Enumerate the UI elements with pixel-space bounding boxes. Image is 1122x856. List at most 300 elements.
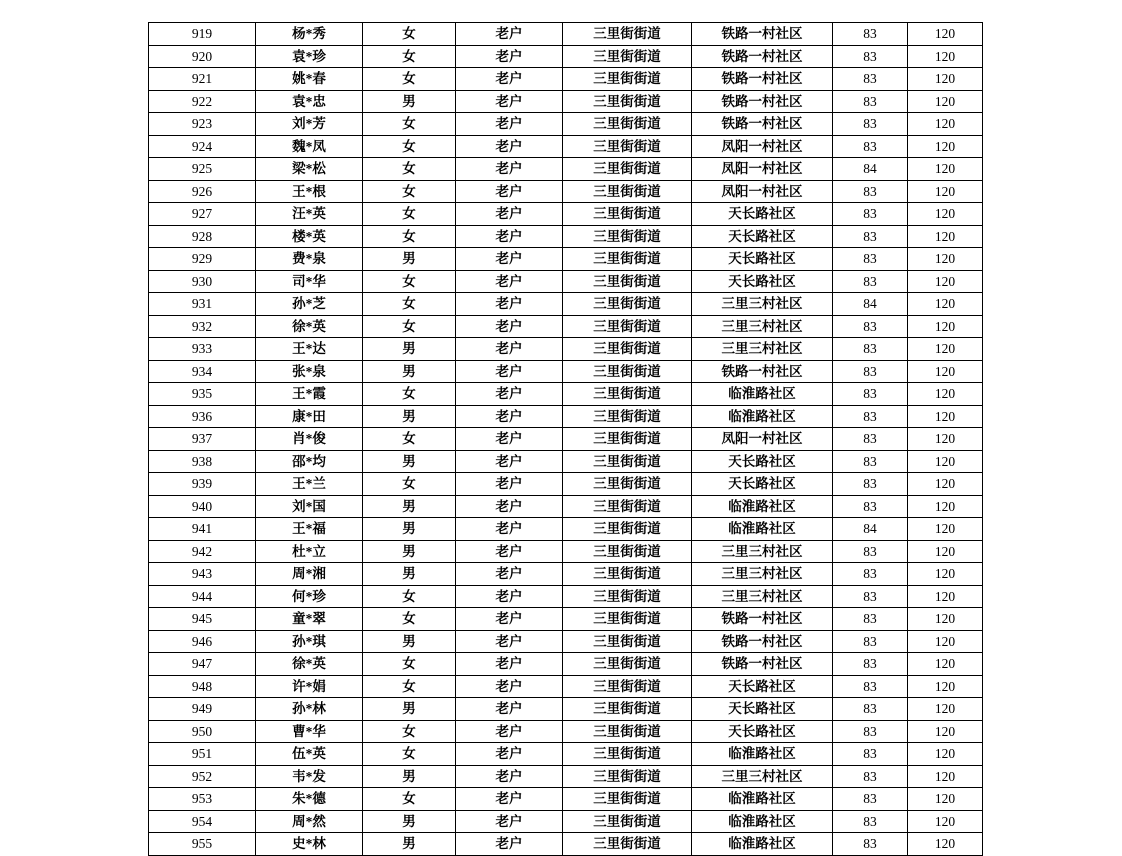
cell-gender: 女: [363, 293, 456, 316]
cell-household-type: 老户: [456, 68, 563, 91]
subsidy-recipient-table: [148, 22, 983, 856]
cell-household-type: 老户: [456, 698, 563, 721]
cell-id: 945: [149, 608, 256, 631]
cell-household-type: 老户: [456, 743, 563, 766]
cell-street: 三里街街道: [563, 653, 692, 676]
cell-gender: 男: [363, 540, 456, 563]
cell-id: 954: [149, 810, 256, 833]
cell-gender: 男: [363, 450, 456, 473]
table-row: [149, 45, 983, 68]
cell-age: 83: [833, 405, 908, 428]
cell-id: 924: [149, 135, 256, 158]
cell-age: 83: [833, 135, 908, 158]
cell-amount: 120: [908, 540, 983, 563]
cell-id: 926: [149, 180, 256, 203]
cell-gender: 男: [363, 630, 456, 653]
cell-id: 921: [149, 68, 256, 91]
cell-community: 临淮路社区: [692, 788, 833, 811]
cell-id: 920: [149, 45, 256, 68]
table-row: [149, 135, 983, 158]
cell-age: 83: [833, 585, 908, 608]
cell-household-type: 老户: [456, 293, 563, 316]
table-row: [149, 788, 983, 811]
cell-household-type: 老户: [456, 158, 563, 181]
cell-id: 925: [149, 158, 256, 181]
cell-community: 凤阳一村社区: [692, 158, 833, 181]
cell-household-type: 老户: [456, 720, 563, 743]
cell-street: 三里街街道: [563, 338, 692, 361]
cell-id: 953: [149, 788, 256, 811]
cell-street: 三里街街道: [563, 135, 692, 158]
cell-name: 张*泉: [256, 360, 363, 383]
cell-community: 三里三村社区: [692, 315, 833, 338]
cell-amount: 120: [908, 428, 983, 451]
cell-gender: 女: [363, 383, 456, 406]
cell-name: 曹*华: [256, 720, 363, 743]
cell-name: 徐*英: [256, 315, 363, 338]
cell-amount: 120: [908, 270, 983, 293]
cell-street: 三里街街道: [563, 293, 692, 316]
table-row: [149, 675, 983, 698]
cell-name: 杨*秀: [256, 23, 363, 46]
cell-age: 84: [833, 158, 908, 181]
cell-age: 83: [833, 23, 908, 46]
cell-household-type: 老户: [456, 810, 563, 833]
cell-name: 史*林: [256, 833, 363, 856]
cell-household-type: 老户: [456, 608, 563, 631]
cell-id: 927: [149, 203, 256, 226]
cell-id: 928: [149, 225, 256, 248]
cell-community: 临淮路社区: [692, 405, 833, 428]
cell-community: 铁路一村社区: [692, 68, 833, 91]
cell-amount: 120: [908, 248, 983, 271]
table-row: [149, 698, 983, 721]
cell-amount: 120: [908, 788, 983, 811]
cell-amount: 120: [908, 135, 983, 158]
cell-community: 临淮路社区: [692, 495, 833, 518]
cell-name: 王*兰: [256, 473, 363, 496]
cell-gender: 男: [363, 810, 456, 833]
cell-household-type: 老户: [456, 45, 563, 68]
cell-amount: 120: [908, 293, 983, 316]
cell-name: 何*珍: [256, 585, 363, 608]
cell-age: 83: [833, 225, 908, 248]
cell-community: 三里三村社区: [692, 563, 833, 586]
cell-id: 941: [149, 518, 256, 541]
cell-gender: 男: [363, 495, 456, 518]
table-row: [149, 90, 983, 113]
cell-community: 天长路社区: [692, 203, 833, 226]
cell-id: 919: [149, 23, 256, 46]
cell-name: 孙*琪: [256, 630, 363, 653]
table-row: [149, 720, 983, 743]
cell-age: 83: [833, 383, 908, 406]
table-row: [149, 68, 983, 91]
cell-household-type: 老户: [456, 360, 563, 383]
cell-amount: 120: [908, 383, 983, 406]
table-row: [149, 23, 983, 46]
cell-id: 951: [149, 743, 256, 766]
cell-age: 83: [833, 743, 908, 766]
cell-gender: 女: [363, 428, 456, 451]
cell-amount: 120: [908, 495, 983, 518]
cell-street: 三里街街道: [563, 450, 692, 473]
cell-community: 天长路社区: [692, 720, 833, 743]
cell-gender: 女: [363, 225, 456, 248]
cell-household-type: 老户: [456, 180, 563, 203]
cell-name: 王*福: [256, 518, 363, 541]
cell-household-type: 老户: [456, 405, 563, 428]
cell-gender: 女: [363, 270, 456, 293]
cell-household-type: 老户: [456, 675, 563, 698]
cell-community: 天长路社区: [692, 248, 833, 271]
cell-household-type: 老户: [456, 428, 563, 451]
cell-street: 三里街街道: [563, 225, 692, 248]
table-row: [149, 315, 983, 338]
cell-id: 934: [149, 360, 256, 383]
cell-name: 朱*德: [256, 788, 363, 811]
cell-street: 三里街街道: [563, 833, 692, 856]
cell-street: 三里街街道: [563, 765, 692, 788]
cell-gender: 女: [363, 203, 456, 226]
cell-name: 杜*立: [256, 540, 363, 563]
cell-household-type: 老户: [456, 135, 563, 158]
cell-household-type: 老户: [456, 450, 563, 473]
table-row: [149, 563, 983, 586]
cell-name: 刘*芳: [256, 113, 363, 136]
cell-street: 三里街街道: [563, 585, 692, 608]
cell-id: 944: [149, 585, 256, 608]
cell-gender: 女: [363, 68, 456, 91]
cell-community: 三里三村社区: [692, 765, 833, 788]
cell-community: 铁路一村社区: [692, 90, 833, 113]
cell-household-type: 老户: [456, 203, 563, 226]
cell-gender: 女: [363, 135, 456, 158]
cell-gender: 女: [363, 653, 456, 676]
cell-id: 943: [149, 563, 256, 586]
cell-community: 三里三村社区: [692, 585, 833, 608]
cell-amount: 120: [908, 450, 983, 473]
table-row: [149, 608, 983, 631]
cell-age: 83: [833, 428, 908, 451]
cell-name: 许*娟: [256, 675, 363, 698]
cell-community: 临淮路社区: [692, 833, 833, 856]
cell-age: 83: [833, 113, 908, 136]
cell-id: 937: [149, 428, 256, 451]
table-row: [149, 180, 983, 203]
cell-gender: 男: [363, 765, 456, 788]
cell-age: 83: [833, 630, 908, 653]
table-row: [149, 585, 983, 608]
cell-community: 三里三村社区: [692, 293, 833, 316]
cell-name: 司*华: [256, 270, 363, 293]
cell-household-type: 老户: [456, 585, 563, 608]
cell-amount: 120: [908, 315, 983, 338]
cell-age: 83: [833, 563, 908, 586]
cell-age: 83: [833, 765, 908, 788]
cell-amount: 120: [908, 720, 983, 743]
cell-household-type: 老户: [456, 540, 563, 563]
cell-street: 三里街街道: [563, 23, 692, 46]
cell-community: 铁路一村社区: [692, 608, 833, 631]
cell-gender: 男: [363, 563, 456, 586]
cell-amount: 120: [908, 563, 983, 586]
cell-household-type: 老户: [456, 225, 563, 248]
cell-name: 汪*英: [256, 203, 363, 226]
cell-age: 83: [833, 90, 908, 113]
table-row: [149, 495, 983, 518]
cell-age: 83: [833, 473, 908, 496]
cell-amount: 120: [908, 653, 983, 676]
cell-gender: 女: [363, 788, 456, 811]
table-row: [149, 405, 983, 428]
cell-street: 三里街街道: [563, 315, 692, 338]
table-row: [149, 765, 983, 788]
cell-name: 孙*林: [256, 698, 363, 721]
cell-street: 三里街街道: [563, 383, 692, 406]
cell-street: 三里街街道: [563, 698, 692, 721]
cell-gender: 男: [363, 360, 456, 383]
cell-age: 83: [833, 788, 908, 811]
cell-street: 三里街街道: [563, 45, 692, 68]
cell-street: 三里街街道: [563, 788, 692, 811]
cell-amount: 120: [908, 833, 983, 856]
table-row: [149, 113, 983, 136]
cell-gender: 女: [363, 473, 456, 496]
cell-street: 三里街街道: [563, 405, 692, 428]
cell-amount: 120: [908, 203, 983, 226]
cell-community: 铁路一村社区: [692, 23, 833, 46]
cell-gender: 女: [363, 608, 456, 631]
cell-name: 刘*国: [256, 495, 363, 518]
cell-gender: 女: [363, 675, 456, 698]
cell-street: 三里街街道: [563, 630, 692, 653]
cell-street: 三里街街道: [563, 540, 692, 563]
cell-age: 83: [833, 608, 908, 631]
cell-household-type: 老户: [456, 90, 563, 113]
cell-amount: 120: [908, 180, 983, 203]
cell-gender: 女: [363, 158, 456, 181]
cell-age: 83: [833, 450, 908, 473]
cell-street: 三里街街道: [563, 113, 692, 136]
cell-community: 天长路社区: [692, 698, 833, 721]
cell-street: 三里街街道: [563, 608, 692, 631]
table-row: [149, 248, 983, 271]
cell-name: 康*田: [256, 405, 363, 428]
cell-household-type: 老户: [456, 495, 563, 518]
cell-household-type: 老户: [456, 630, 563, 653]
table-row: [149, 653, 983, 676]
cell-id: 938: [149, 450, 256, 473]
cell-id: 950: [149, 720, 256, 743]
cell-id: 929: [149, 248, 256, 271]
table-row: [149, 225, 983, 248]
table-row: [149, 338, 983, 361]
cell-community: 临淮路社区: [692, 383, 833, 406]
cell-street: 三里街街道: [563, 248, 692, 271]
cell-street: 三里街街道: [563, 428, 692, 451]
cell-household-type: 老户: [456, 563, 563, 586]
table-row: [149, 518, 983, 541]
table-row: [149, 833, 983, 856]
cell-name: 袁*忠: [256, 90, 363, 113]
cell-gender: 女: [363, 720, 456, 743]
cell-age: 83: [833, 810, 908, 833]
cell-id: 942: [149, 540, 256, 563]
cell-street: 三里街街道: [563, 203, 692, 226]
cell-name: 伍*英: [256, 743, 363, 766]
cell-age: 83: [833, 45, 908, 68]
cell-name: 徐*英: [256, 653, 363, 676]
cell-id: 952: [149, 765, 256, 788]
cell-street: 三里街街道: [563, 68, 692, 91]
cell-id: 933: [149, 338, 256, 361]
cell-age: 84: [833, 518, 908, 541]
cell-age: 83: [833, 540, 908, 563]
cell-gender: 女: [363, 585, 456, 608]
cell-id: 935: [149, 383, 256, 406]
cell-amount: 120: [908, 23, 983, 46]
cell-age: 84: [833, 293, 908, 316]
cell-community: 铁路一村社区: [692, 360, 833, 383]
cell-id: 946: [149, 630, 256, 653]
cell-amount: 120: [908, 68, 983, 91]
cell-street: 三里街街道: [563, 158, 692, 181]
table-row: [149, 743, 983, 766]
cell-street: 三里街街道: [563, 518, 692, 541]
cell-id: 948: [149, 675, 256, 698]
cell-amount: 120: [908, 608, 983, 631]
table-row: [149, 473, 983, 496]
cell-community: 凤阳一村社区: [692, 180, 833, 203]
cell-age: 83: [833, 698, 908, 721]
cell-gender: 男: [363, 90, 456, 113]
cell-name: 肖*俊: [256, 428, 363, 451]
cell-amount: 120: [908, 630, 983, 653]
cell-community: 天长路社区: [692, 675, 833, 698]
cell-community: 三里三村社区: [692, 540, 833, 563]
cell-name: 邵*均: [256, 450, 363, 473]
cell-community: 天长路社区: [692, 473, 833, 496]
cell-id: 932: [149, 315, 256, 338]
cell-gender: 女: [363, 113, 456, 136]
cell-age: 83: [833, 315, 908, 338]
cell-community: 铁路一村社区: [692, 653, 833, 676]
cell-community: 天长路社区: [692, 450, 833, 473]
table-row: [149, 540, 983, 563]
cell-community: 天长路社区: [692, 270, 833, 293]
cell-community: 临淮路社区: [692, 810, 833, 833]
cell-community: 凤阳一村社区: [692, 428, 833, 451]
cell-amount: 120: [908, 90, 983, 113]
table-row: [149, 203, 983, 226]
cell-name: 费*泉: [256, 248, 363, 271]
cell-gender: 女: [363, 180, 456, 203]
cell-name: 王*霞: [256, 383, 363, 406]
cell-household-type: 老户: [456, 270, 563, 293]
cell-age: 83: [833, 675, 908, 698]
cell-community: 铁路一村社区: [692, 113, 833, 136]
cell-gender: 男: [363, 248, 456, 271]
cell-amount: 120: [908, 675, 983, 698]
cell-name: 姚*春: [256, 68, 363, 91]
cell-gender: 男: [363, 518, 456, 541]
cell-id: 939: [149, 473, 256, 496]
cell-amount: 120: [908, 765, 983, 788]
cell-household-type: 老户: [456, 23, 563, 46]
cell-age: 83: [833, 203, 908, 226]
cell-gender: 男: [363, 833, 456, 856]
cell-name: 周*湘: [256, 563, 363, 586]
cell-community: 铁路一村社区: [692, 630, 833, 653]
cell-id: 930: [149, 270, 256, 293]
cell-street: 三里街街道: [563, 810, 692, 833]
cell-name: 袁*珍: [256, 45, 363, 68]
cell-street: 三里街街道: [563, 180, 692, 203]
cell-name: 童*翠: [256, 608, 363, 631]
cell-id: 955: [149, 833, 256, 856]
cell-street: 三里街街道: [563, 90, 692, 113]
table-body: [149, 23, 983, 856]
cell-street: 三里街街道: [563, 563, 692, 586]
cell-street: 三里街街道: [563, 473, 692, 496]
cell-household-type: 老户: [456, 473, 563, 496]
cell-age: 83: [833, 248, 908, 271]
cell-amount: 120: [908, 810, 983, 833]
cell-street: 三里街街道: [563, 743, 692, 766]
table-row: [149, 293, 983, 316]
cell-gender: 女: [363, 743, 456, 766]
cell-street: 三里街街道: [563, 675, 692, 698]
cell-household-type: 老户: [456, 383, 563, 406]
cell-street: 三里街街道: [563, 495, 692, 518]
cell-street: 三里街街道: [563, 270, 692, 293]
cell-id: 931: [149, 293, 256, 316]
cell-name: 韦*发: [256, 765, 363, 788]
cell-name: 孙*芝: [256, 293, 363, 316]
cell-street: 三里街街道: [563, 360, 692, 383]
cell-age: 83: [833, 180, 908, 203]
cell-age: 83: [833, 653, 908, 676]
cell-household-type: 老户: [456, 315, 563, 338]
cell-gender: 女: [363, 315, 456, 338]
cell-community: 临淮路社区: [692, 518, 833, 541]
cell-household-type: 老户: [456, 338, 563, 361]
cell-amount: 120: [908, 338, 983, 361]
cell-amount: 120: [908, 743, 983, 766]
cell-amount: 120: [908, 158, 983, 181]
cell-name: 王*根: [256, 180, 363, 203]
cell-age: 83: [833, 720, 908, 743]
cell-name: 魏*凤: [256, 135, 363, 158]
cell-name: 王*达: [256, 338, 363, 361]
cell-amount: 120: [908, 518, 983, 541]
cell-community: 铁路一村社区: [692, 45, 833, 68]
cell-amount: 120: [908, 585, 983, 608]
cell-gender: 女: [363, 45, 456, 68]
cell-age: 83: [833, 360, 908, 383]
cell-amount: 120: [908, 360, 983, 383]
cell-age: 83: [833, 68, 908, 91]
cell-id: 936: [149, 405, 256, 428]
table-row: [149, 428, 983, 451]
cell-id: 940: [149, 495, 256, 518]
cell-community: 临淮路社区: [692, 743, 833, 766]
cell-community: 天长路社区: [692, 225, 833, 248]
cell-id: 949: [149, 698, 256, 721]
cell-household-type: 老户: [456, 653, 563, 676]
table-row: [149, 360, 983, 383]
